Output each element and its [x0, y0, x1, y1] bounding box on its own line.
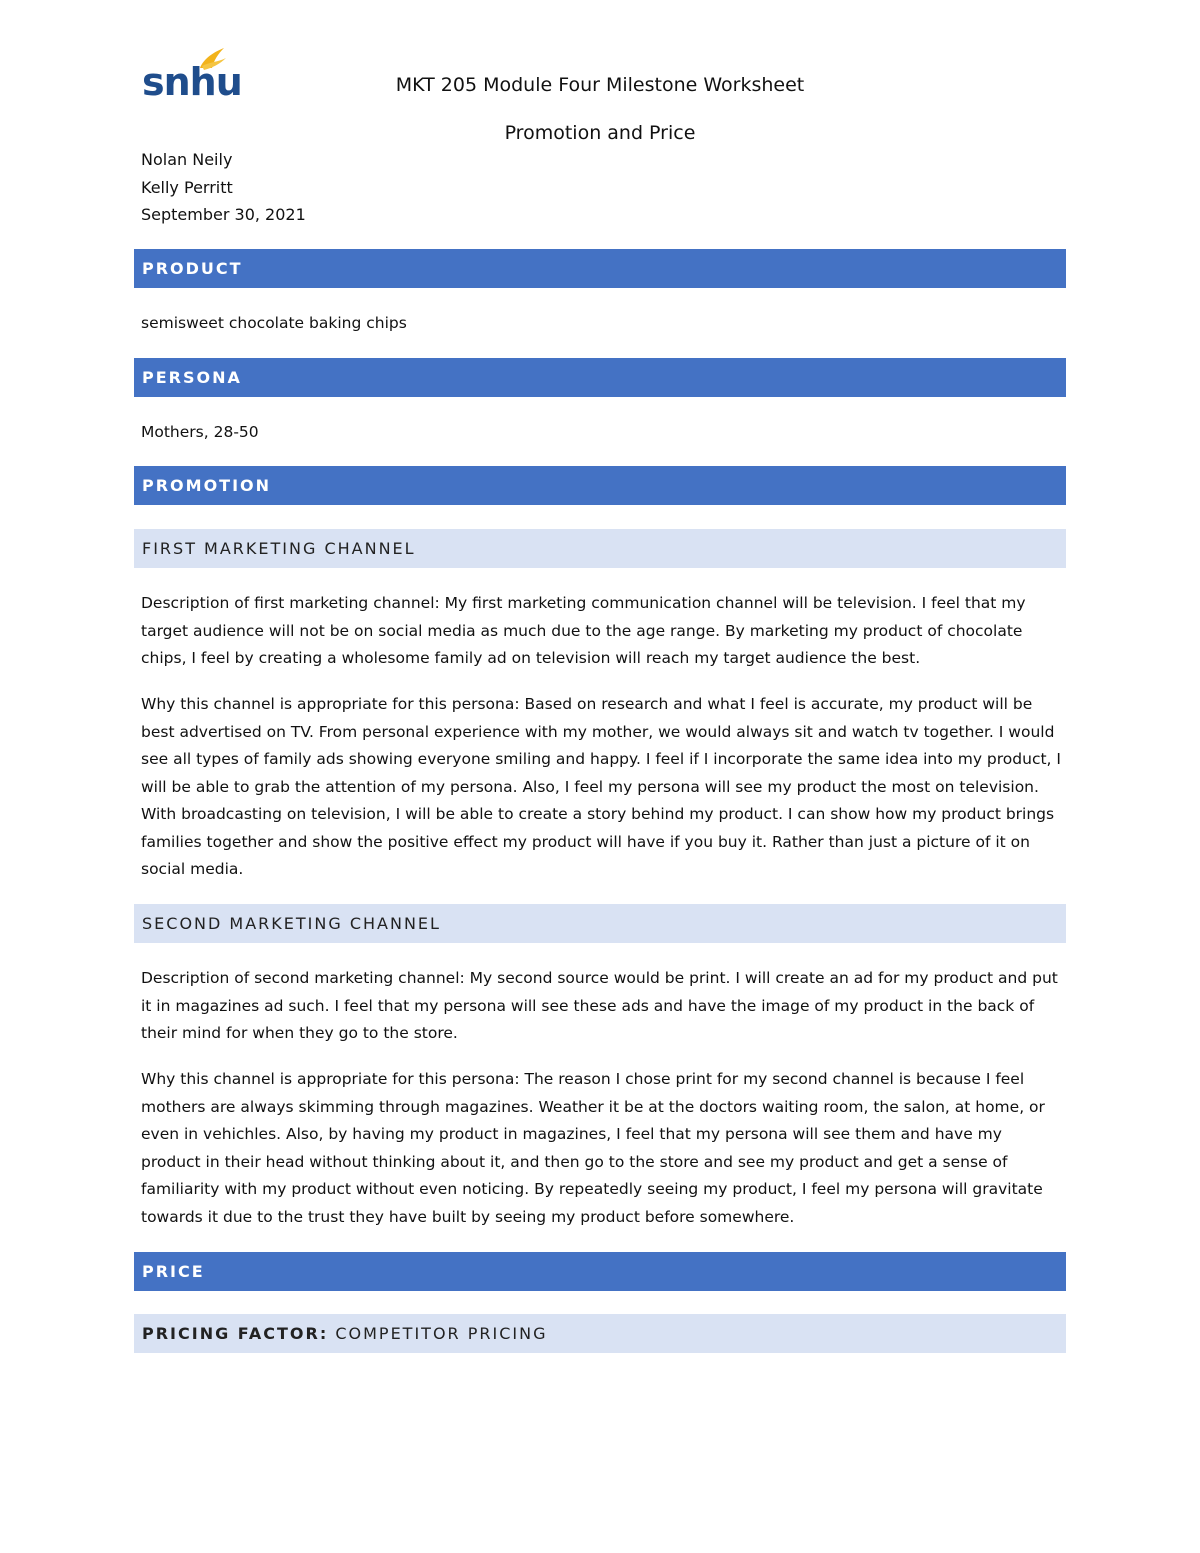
section-header-label: PRICE: [142, 1262, 205, 1281]
submission-date: September 30, 2021: [141, 205, 306, 224]
first-channel-description: Description of first marketing channel: My first marketing communication channel will be television. I feel that my target audience will not be on social media as much due to the age range. By marketing my product of chocolate chips, I feel by creating a wholesome family ad on television will reach my target audience the best.: [141, 594, 1026, 667]
section-header-product: [134, 249, 1066, 288]
pricing-factor-value: COMPETITOR PRICING: [335, 1324, 548, 1343]
first-channel-rationale: Why this channel is appropriate for this persona: Based on research and what I feel is accurate, my product will be best advertised on TV. From personal experience with my mother, we would always sit and watch tv together. I would see all types of family ads showing everyone smiling and happy. I feel if I incorporate the same idea into my product, I will be able to grab the attention of my persona. Also, I feel my persona will see my product the most on television. With broadcasting on television, I will be able to create a story behind my product. I can show how my product brings families together and show the positive effect my product will have if you buy it. Rather than just a picture of it on social media.: [141, 695, 1061, 878]
section-header-price: [134, 1252, 1066, 1291]
subsection-header-first-channel: [134, 529, 1066, 568]
section-header-label: PROMOTION: [142, 476, 272, 495]
student-name: Nolan Neily: [141, 150, 233, 169]
subsection-header-pricing-factor: [134, 1314, 1066, 1353]
subsection-header-second-channel: [134, 904, 1066, 943]
subsection-header-label: SECOND MARKETING CHANNEL: [142, 914, 441, 933]
section-header-label: PERSONA: [142, 368, 242, 387]
section-header-label: PRODUCT: [142, 259, 243, 278]
document-title: MKT 205 Module Four Milestone Worksheet: [395, 74, 805, 96]
product-value: semisweet chocolate baking chips: [141, 314, 407, 332]
instructor-name: Kelly Perritt: [141, 178, 233, 197]
section-header-persona: [134, 358, 1066, 397]
document-subtitle: Promotion and Price: [504, 122, 696, 144]
persona-value: Mothers, 28-50: [141, 423, 259, 441]
subsection-header-label: FIRST MARKETING CHANNEL: [142, 539, 416, 558]
logo-text: snhu: [142, 60, 242, 104]
pricing-factor-label: PRICING FACTOR:: [142, 1324, 329, 1343]
section-header-promotion: [134, 466, 1066, 505]
second-channel-rationale: Why this channel is appropriate for this persona: The reason I chose print for my second channel is because I feel mothers are always skimming through magazines. Weather it be at the doctors waiting room, the salon, at home, or even in vehichles. Also, by having my product in magazines, I feel that my persona will see them and have my product in their head without thinking about it, and then go to the store and see my product and get a sense of familiarity with my product without even noticing. By repeatedly seeing my product, I feel my persona will gravitate towards it due to the trust they have built by seeing my product before somewhere.: [141, 1070, 1045, 1226]
second-channel-description: Description of second marketing channel: My second source would be print. I will create an ad for my product and put it in magazines ad such. I feel that my persona will see these ads and have the image of my product in the back of their mind for when they go to the store.: [141, 969, 1058, 1042]
